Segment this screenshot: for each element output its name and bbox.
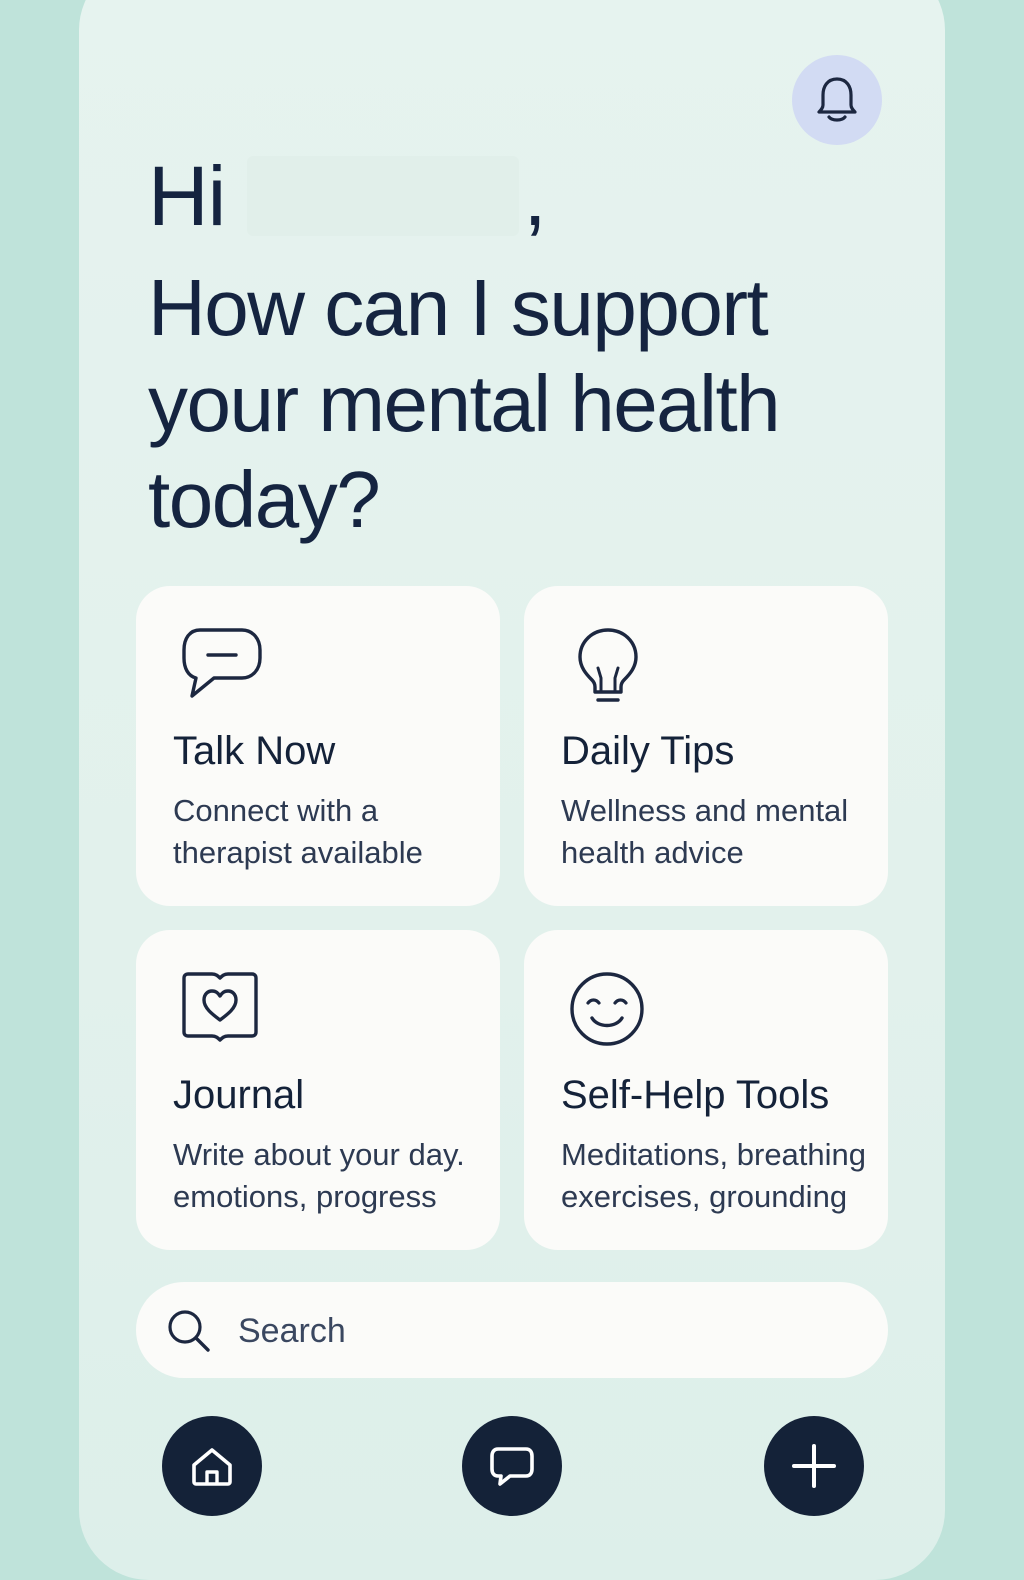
card-journal[interactable] (136, 930, 500, 1250)
card-title: Self-Help Tools (561, 1073, 830, 1117)
card-description: Meditations, breathing exercises, grounding (561, 1137, 867, 1214)
smiley-face-icon (568, 970, 646, 1048)
card-description: Write about your day. emotions, progress (173, 1137, 465, 1214)
greeting-hi-line (148, 150, 908, 242)
nav-add-button[interactable] (764, 1416, 864, 1516)
journal-heart-icon (180, 970, 260, 1042)
card-description: Connect with a therapist available (173, 793, 423, 870)
search-icon (166, 1308, 212, 1354)
card-title: Talk Now (173, 729, 336, 773)
greeting (148, 150, 908, 548)
card-title: Journal (173, 1073, 305, 1117)
chat-bubble-icon (180, 626, 264, 702)
lightbulb-icon (576, 626, 640, 706)
home-icon (190, 1445, 234, 1487)
user-name-redacted (247, 156, 519, 236)
greeting-hi: Hi (148, 149, 226, 243)
card-title: Daily Tips (561, 729, 735, 773)
notification-button[interactable] (792, 55, 882, 145)
card-talk-now[interactable] (136, 586, 500, 906)
search-input[interactable] (236, 1302, 840, 1360)
greeting-comma: , (523, 149, 546, 243)
search-bar[interactable] (136, 1282, 888, 1378)
bell-icon (815, 75, 859, 125)
card-daily-tips[interactable] (524, 586, 888, 906)
page-title: How can I support your mental health today? (148, 263, 780, 544)
plus-icon (790, 1442, 838, 1490)
chat-icon (488, 1445, 536, 1487)
card-self-help-tools[interactable] (524, 930, 888, 1250)
nav-home-button[interactable] (162, 1416, 262, 1516)
card-description: Wellness and mental health advice (561, 793, 849, 870)
nav-chat-button[interactable] (462, 1416, 562, 1516)
